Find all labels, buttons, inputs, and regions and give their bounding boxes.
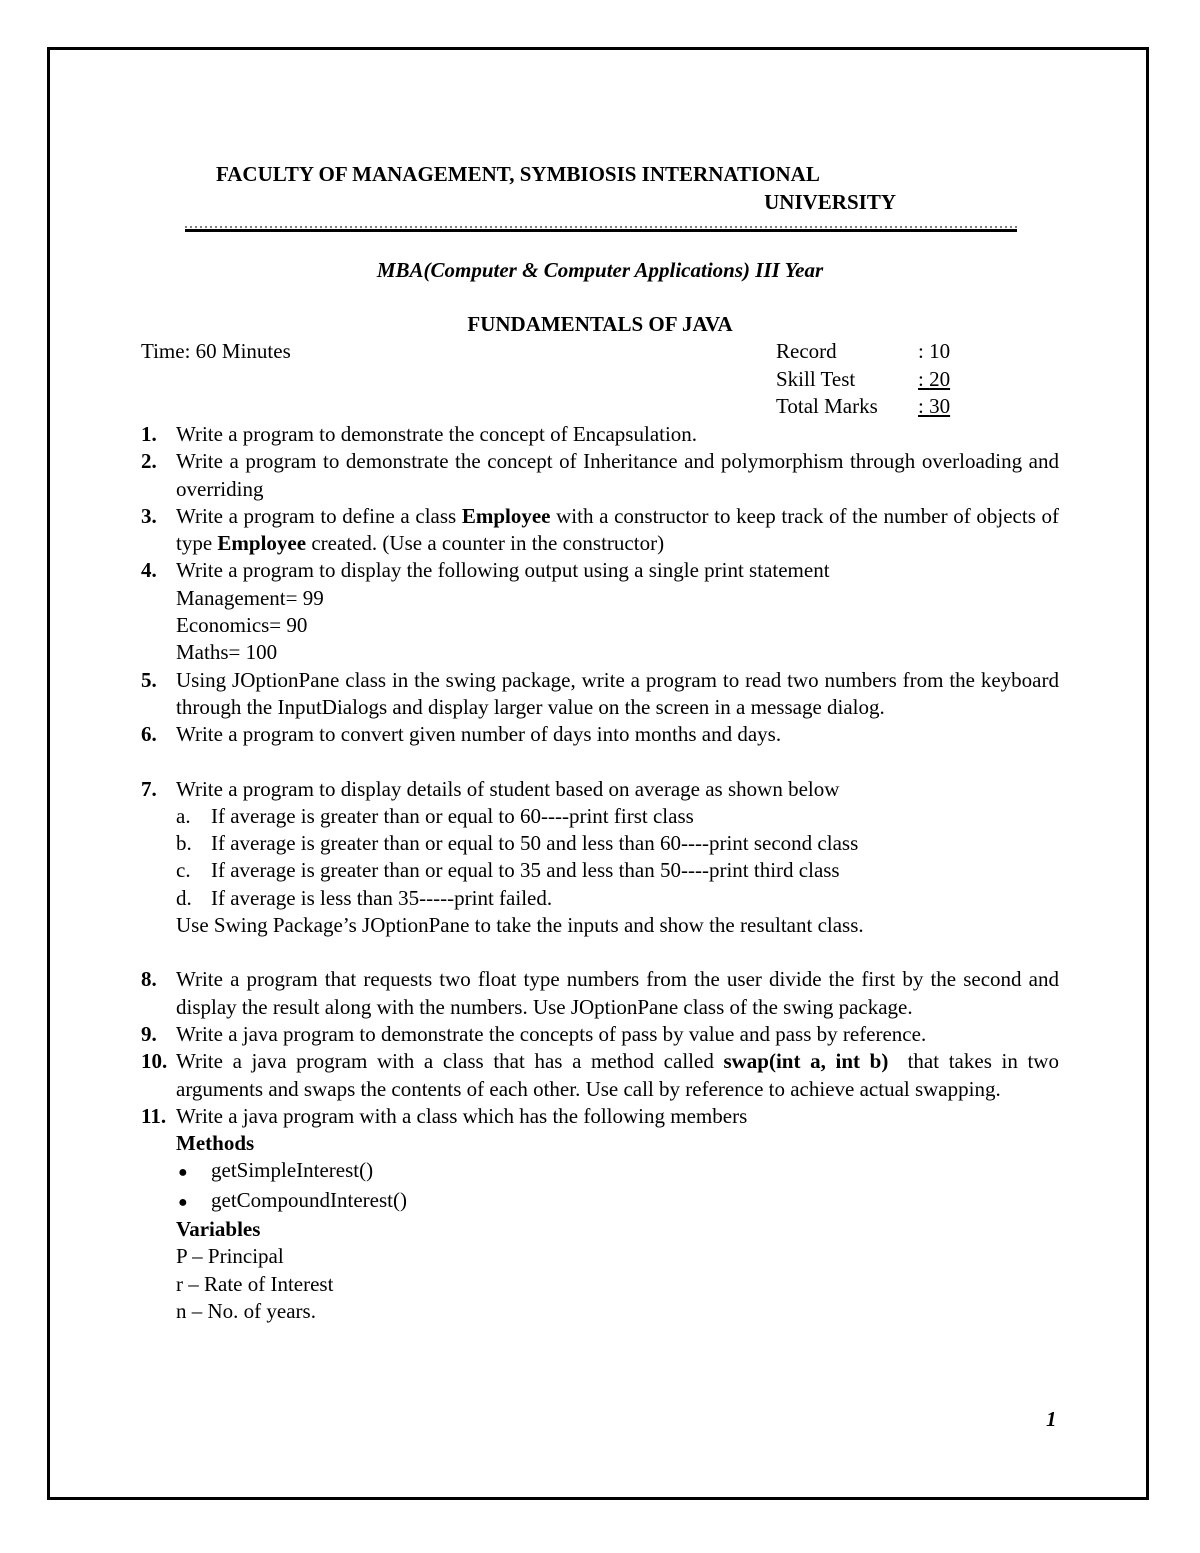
class-name-bold: Employee	[461, 503, 551, 528]
question-number: 2.	[141, 449, 157, 474]
question-number: 7.	[141, 776, 157, 801]
question-number: 3.	[141, 503, 157, 528]
variable-item: n – No. of years.	[176, 1298, 316, 1323]
question-number: 11.	[141, 1103, 167, 1128]
sub-item	[176, 885, 1059, 912]
question-3	[141, 503, 1059, 558]
sub-item	[176, 857, 1059, 884]
marks-label: Record	[776, 339, 837, 363]
course-title: FUNDAMENTALS OF JAVA	[467, 312, 733, 336]
marks-value	[918, 393, 950, 421]
marks-label: Total Marks	[776, 394, 878, 418]
marks-row	[776, 366, 950, 394]
question-8	[141, 966, 1059, 1021]
question-number: 9.	[141, 1021, 157, 1046]
marks-sep: :	[918, 339, 930, 363]
sub-item	[176, 803, 1059, 830]
question-number: 5.	[141, 667, 157, 692]
question-text: Write a program to convert given number of days into months and days.	[176, 722, 782, 747]
question-number: 1.	[141, 422, 157, 446]
question-number: 10.	[141, 1049, 168, 1074]
question-text: Write a program to demonstrate the concept of Inheritance and polymorphism through overloading and overriding	[176, 449, 1059, 501]
variable-item: P – Principal	[176, 1244, 284, 1269]
spacer	[141, 939, 1059, 966]
marks-sep: :	[918, 394, 930, 418]
sub-item	[176, 830, 1059, 857]
text-run: Write a java program with a class that has a method called	[176, 1049, 724, 1074]
question-text: Write a program to display the following output using a single print statement	[176, 558, 830, 583]
marks-value	[918, 338, 950, 366]
question-4	[141, 557, 1059, 666]
text-run: that takes in two arguments and swaps the contents of each other. Use call by reference to achieve actual swapping.	[176, 1049, 1065, 1101]
output-line: Management= 99	[176, 585, 324, 610]
question-body	[176, 557, 1059, 666]
marks-value	[918, 366, 950, 394]
sub-item-text: If average is greater than or equal to 60----print first class	[211, 803, 694, 828]
sub-item-text: If average is less than 35-----print failed.	[211, 885, 553, 910]
header-rule-dots	[185, 226, 1017, 228]
question-1	[141, 421, 1059, 448]
question-text: Write a program to display details of student based on average as shown below	[176, 776, 840, 801]
marks-row	[776, 338, 950, 366]
output-line: Maths= 100	[176, 640, 278, 665]
bullet-icon: ●	[178, 1164, 188, 1182]
question-text: Write a program to demonstrate the concept of Encapsulation.	[176, 422, 698, 446]
marks-number: 10	[929, 339, 951, 363]
question-text	[176, 503, 1059, 558]
question-list	[141, 421, 1065, 1325]
variables-heading: Variables	[176, 1217, 261, 1242]
institution-heading	[216, 160, 896, 216]
bullet-icon: ●	[178, 1193, 188, 1211]
question-2	[141, 448, 1059, 503]
question-text: Write a java program to demonstrate the concepts of pass by value and pass by reference.	[176, 1021, 927, 1046]
question-6	[141, 721, 1059, 748]
marks-number: 30	[929, 394, 951, 418]
methods-heading: Methods	[176, 1131, 255, 1156]
institution-line-1: FACULTY OF MANAGEMENT, SYMBIOSIS INTERNATIONAL	[216, 162, 820, 186]
variable-item: r – Rate of Interest	[176, 1271, 334, 1296]
sub-item-label: a.	[176, 803, 191, 828]
marks-sep: :	[918, 366, 930, 391]
program-title: MBA(Computer & Computer Applications) III Year	[376, 258, 824, 282]
sub-item-label: b.	[176, 831, 192, 856]
question-10	[141, 1048, 1065, 1103]
marks-label: Skill Test	[776, 366, 856, 391]
question-text: Write a java program with a class which has the following members	[176, 1103, 748, 1128]
question-number: 4.	[141, 558, 157, 583]
question-5	[141, 667, 1059, 722]
sub-item-label: c.	[176, 858, 191, 883]
output-line: Economics= 90	[176, 613, 308, 638]
question-body	[176, 776, 1059, 940]
question-text: Write a program that requests two float type numbers from the user divide the first by the second and display the result along with the numbers. Use JOptionPane class of the swing package.	[176, 967, 1059, 1019]
marks-table	[776, 338, 950, 421]
question-7	[141, 776, 1059, 940]
method-signature-bold: swap(int a, int b)	[723, 1049, 889, 1074]
text-run: with a constructor to keep track of the number of objects of type	[176, 503, 1059, 556]
question-text	[176, 1048, 1065, 1103]
text-run: Write a program to define a class	[176, 503, 462, 528]
question-number: 6.	[141, 722, 157, 747]
question-number: 8.	[141, 967, 157, 992]
method-name: getSimpleInterest()	[211, 1158, 374, 1183]
exam-time: Time: 60 Minutes	[141, 339, 291, 363]
question-text: Using JOptionPane class in the swing package, write a program to read two numbers from the keyboard through the InputDialogs and display larger value on the screen in a message dialog.	[176, 667, 1059, 719]
method-item	[176, 1187, 1059, 1216]
text-run: created. (Use a counter in the constructor)	[306, 531, 665, 556]
sub-item-text: If average is greater than or equal to 50 and less than 60----print second class	[211, 831, 859, 856]
method-name: getCompoundInterest()	[211, 1187, 407, 1212]
marks-row	[776, 393, 950, 421]
question-11	[141, 1103, 1059, 1325]
sub-item-text: If average is greater than or equal to 35 and less than 50----print third class	[211, 858, 840, 883]
sub-item-label: d.	[176, 885, 192, 910]
spacer	[141, 749, 1059, 776]
question-9	[141, 1021, 1059, 1048]
question-body	[176, 1103, 1059, 1325]
page-number: 1	[1046, 1407, 1057, 1431]
class-name-bold: Employee	[217, 531, 307, 556]
institution-line-2: UNIVERSITY	[764, 190, 896, 214]
marks-number: 20	[929, 366, 951, 391]
question-note: Use Swing Package’s JOptionPane to take the inputs and show the resultant class.	[176, 913, 864, 938]
header-rule	[185, 229, 1017, 232]
method-item	[176, 1157, 1059, 1186]
